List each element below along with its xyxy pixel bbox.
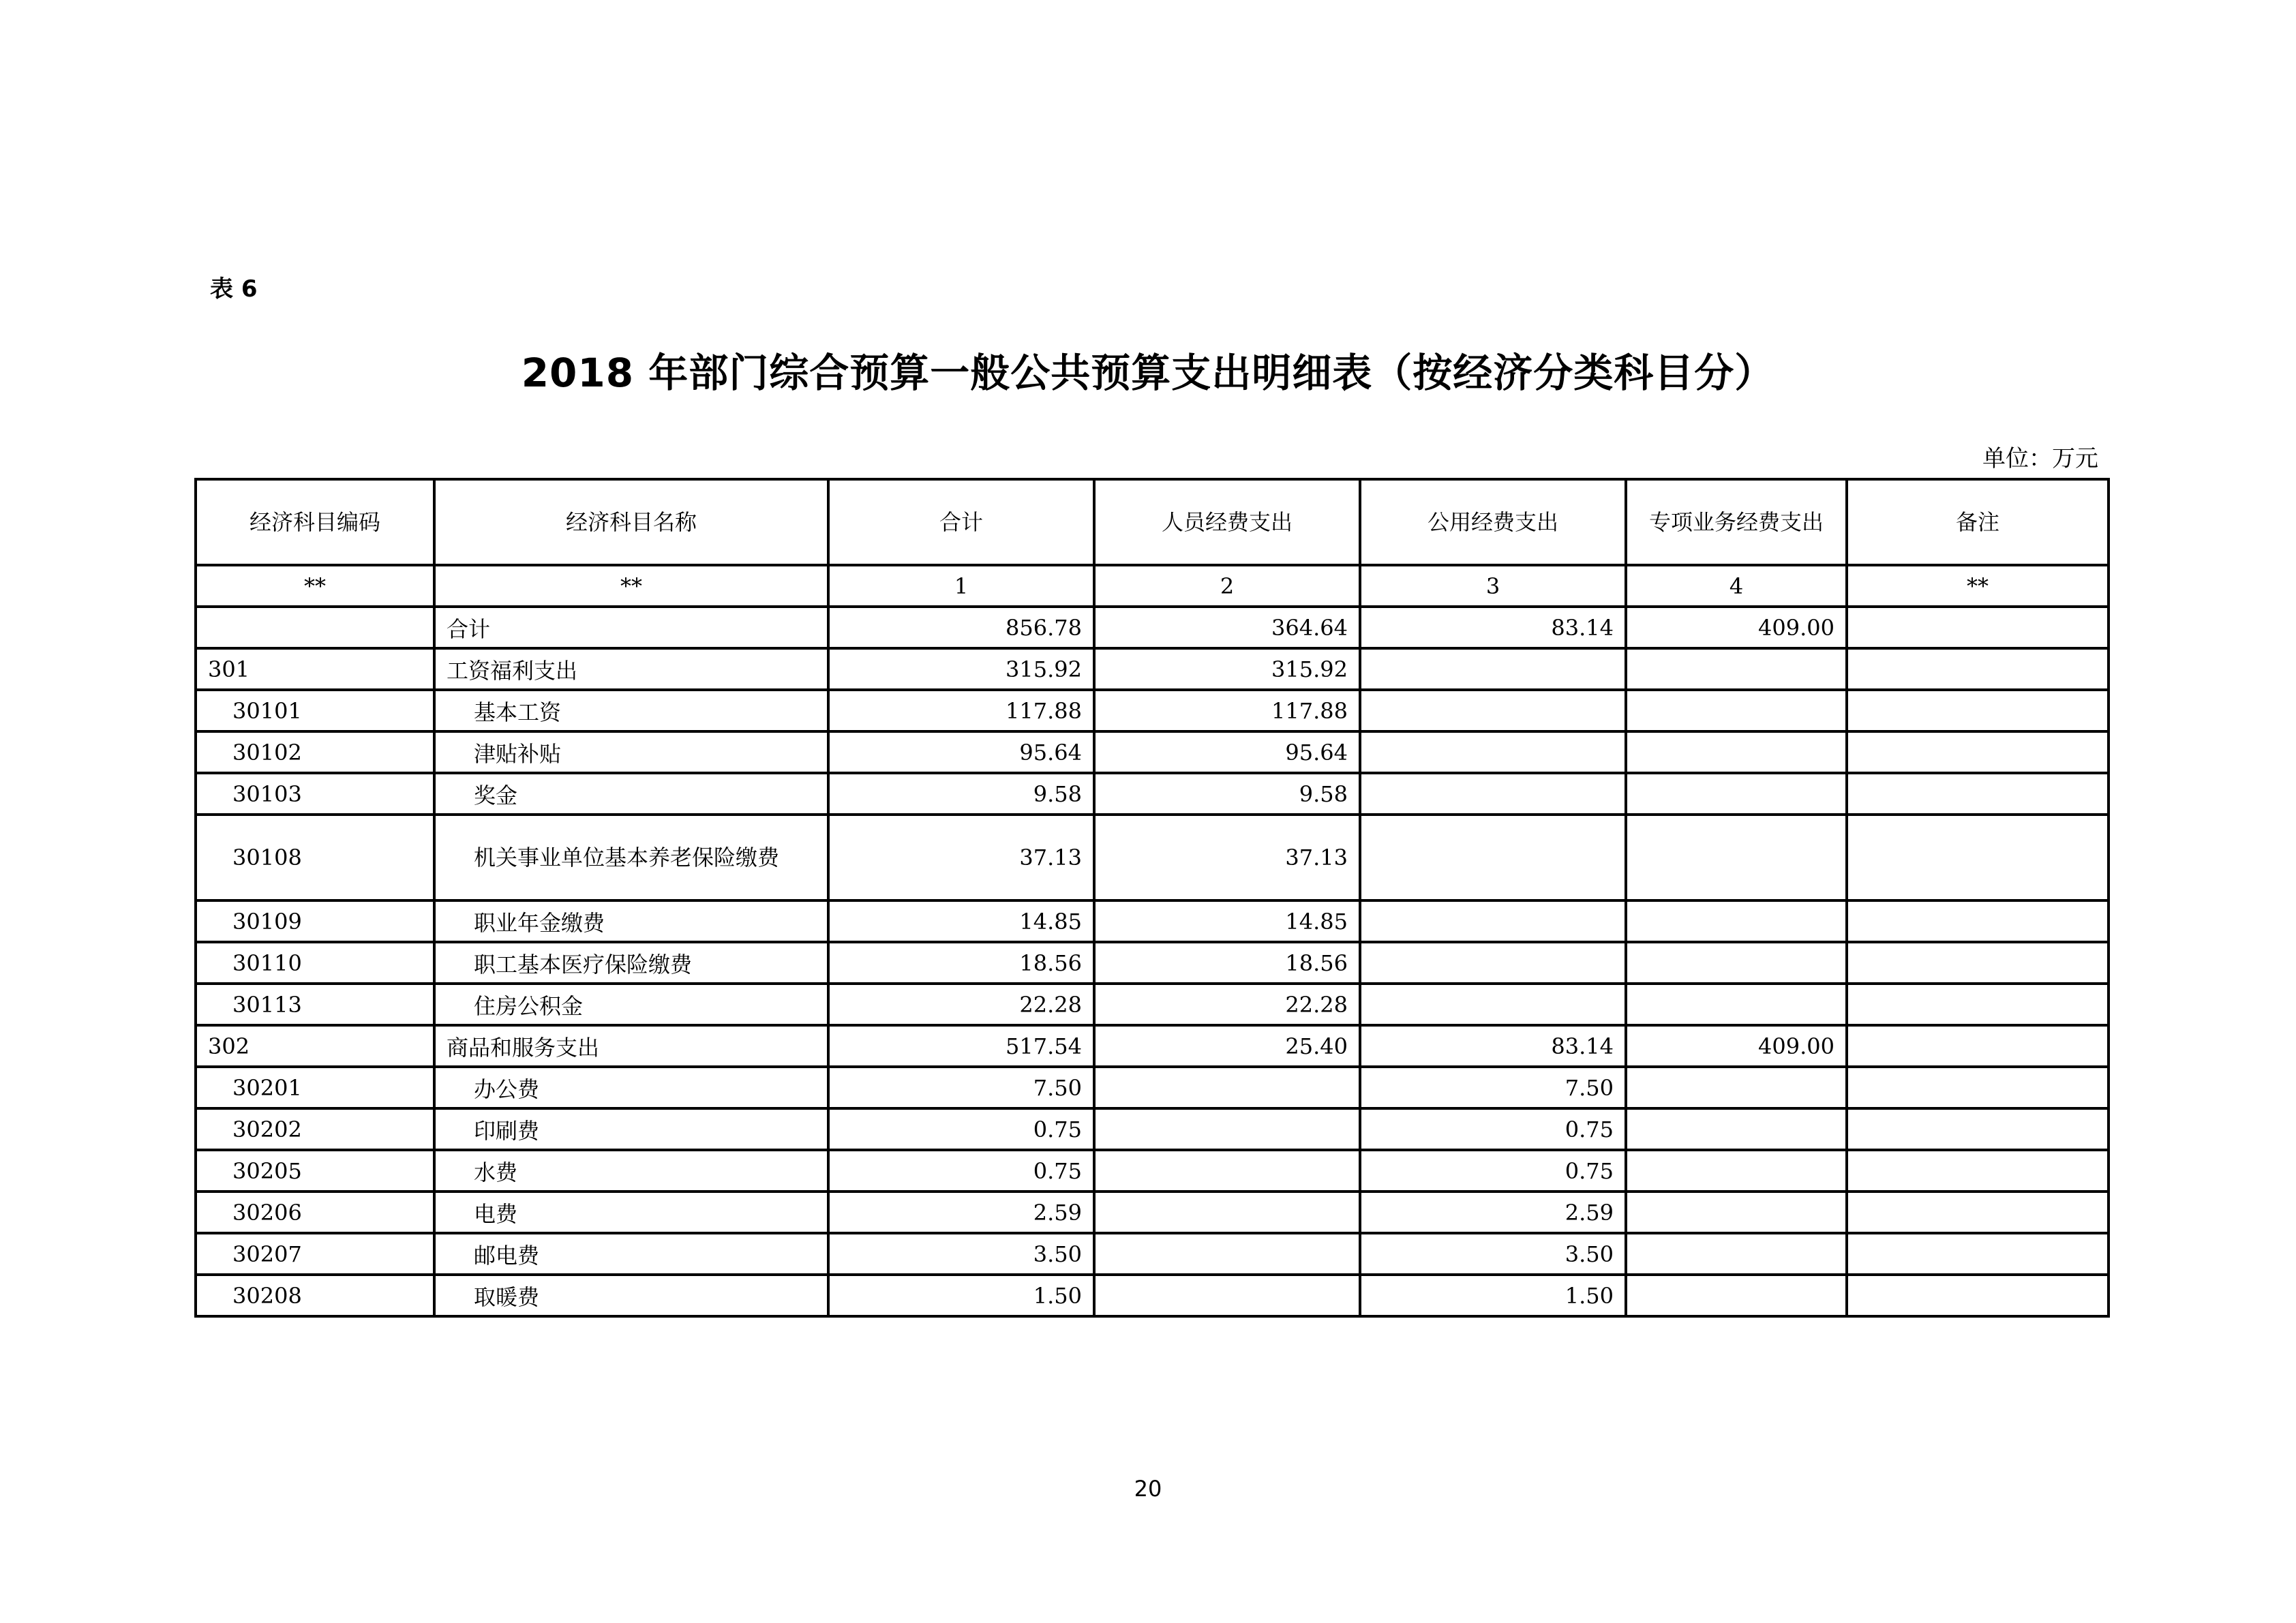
- table-row: [196, 942, 2109, 984]
- table-row: [196, 1233, 2109, 1275]
- table-row: [196, 1025, 2109, 1067]
- header-name: 经济科目名称: [434, 479, 828, 565]
- public-cell: [1360, 900, 1626, 942]
- public-cell: [1360, 942, 1626, 984]
- code-cell: 302: [196, 1025, 434, 1067]
- budget-table: [194, 478, 2110, 1318]
- code-cell: 30103: [196, 773, 434, 815]
- table-label: 表 6: [210, 275, 258, 303]
- name-cell: 住房公积金: [434, 984, 828, 1025]
- personnel-cell: [1094, 1233, 1360, 1275]
- index-cell: 1: [828, 565, 1094, 607]
- name-cell: 邮电费: [434, 1233, 828, 1275]
- code-cell: [196, 607, 434, 648]
- table-row: [196, 984, 2109, 1025]
- special-cell: [1626, 984, 1847, 1025]
- note-cell: [1847, 942, 2109, 984]
- total-cell: 18.56: [828, 942, 1094, 984]
- note-cell: [1847, 731, 2109, 773]
- name-cell: 电费: [434, 1192, 828, 1233]
- total-cell: 9.58: [828, 773, 1094, 815]
- index-cell: 4: [1626, 565, 1847, 607]
- name-cell: 职业年金缴费: [434, 900, 828, 942]
- note-cell: [1847, 1275, 2109, 1316]
- code-cell: 301: [196, 648, 434, 690]
- special-cell: [1626, 648, 1847, 690]
- index-cell: **: [196, 565, 434, 607]
- note-cell: [1847, 1150, 2109, 1192]
- public-cell: [1360, 815, 1626, 900]
- public-cell: 0.75: [1360, 1150, 1626, 1192]
- personnel-cell: [1094, 1192, 1360, 1233]
- special-cell: [1626, 942, 1847, 984]
- personnel-cell: 9.58: [1094, 773, 1360, 815]
- special-cell: [1626, 690, 1847, 731]
- table-row: [196, 1275, 2109, 1316]
- personnel-cell: [1094, 1067, 1360, 1108]
- page-number: 20: [1134, 1476, 1162, 1502]
- special-cell: [1626, 1275, 1847, 1316]
- table-row: [196, 648, 2109, 690]
- personnel-cell: 14.85: [1094, 900, 1360, 942]
- code-cell: 30110: [196, 942, 434, 984]
- code-cell: 30201: [196, 1067, 434, 1108]
- total-cell: 7.50: [828, 1067, 1094, 1108]
- public-cell: 1.50: [1360, 1275, 1626, 1316]
- name-cell: 办公费: [434, 1067, 828, 1108]
- header-special: 专项业务经费支出: [1626, 479, 1847, 565]
- personnel-cell: 364.64: [1094, 607, 1360, 648]
- index-cell: **: [1847, 565, 2109, 607]
- public-cell: 7.50: [1360, 1067, 1626, 1108]
- name-cell: 津贴补贴: [434, 731, 828, 773]
- special-cell: [1626, 1233, 1847, 1275]
- special-cell: 409.00: [1626, 607, 1847, 648]
- personnel-cell: 37.13: [1094, 815, 1360, 900]
- total-cell: 14.85: [828, 900, 1094, 942]
- code-cell: 30202: [196, 1108, 434, 1150]
- personnel-cell: 315.92: [1094, 648, 1360, 690]
- table-row: [196, 731, 2109, 773]
- special-cell: [1626, 1108, 1847, 1150]
- total-cell: 517.54: [828, 1025, 1094, 1067]
- note-cell: [1847, 1067, 2109, 1108]
- table-row: [196, 1192, 2109, 1233]
- name-cell: 合计: [434, 607, 828, 648]
- total-cell: 2.59: [828, 1192, 1094, 1233]
- personnel-cell: [1094, 1275, 1360, 1316]
- note-cell: [1847, 900, 2109, 942]
- table-row: [196, 1150, 2109, 1192]
- table-row: [196, 900, 2109, 942]
- note-cell: [1847, 690, 2109, 731]
- public-cell: 2.59: [1360, 1192, 1626, 1233]
- personnel-cell: 22.28: [1094, 984, 1360, 1025]
- header-row: [196, 479, 2109, 565]
- name-cell: 奖金: [434, 773, 828, 815]
- public-cell: [1360, 731, 1626, 773]
- index-cell: **: [434, 565, 828, 607]
- note-cell: [1847, 1025, 2109, 1067]
- table-row: [196, 773, 2109, 815]
- name-cell: 工资福利支出: [434, 648, 828, 690]
- total-cell: 315.92: [828, 648, 1094, 690]
- page-title: 2018 年部门综合预算一般公共预算支出明细表（按经济分类科目分）: [521, 350, 1775, 396]
- total-cell: 856.78: [828, 607, 1094, 648]
- special-cell: [1626, 900, 1847, 942]
- note-cell: [1847, 1108, 2109, 1150]
- index-cell: 3: [1360, 565, 1626, 607]
- total-cell: 0.75: [828, 1150, 1094, 1192]
- public-cell: [1360, 984, 1626, 1025]
- code-cell: 30102: [196, 731, 434, 773]
- note-cell: [1847, 1233, 2109, 1275]
- index-cell: 2: [1094, 565, 1360, 607]
- public-cell: [1360, 648, 1626, 690]
- total-cell: 117.88: [828, 690, 1094, 731]
- index-row: [196, 565, 2109, 607]
- table-row: [196, 815, 2109, 900]
- special-cell: [1626, 1067, 1847, 1108]
- code-cell: 30101: [196, 690, 434, 731]
- personnel-cell: 117.88: [1094, 690, 1360, 731]
- special-cell: [1626, 1150, 1847, 1192]
- special-cell: 409.00: [1626, 1025, 1847, 1067]
- code-cell: 30207: [196, 1233, 434, 1275]
- note-cell: [1847, 1192, 2109, 1233]
- total-cell: 95.64: [828, 731, 1094, 773]
- personnel-cell: [1094, 1108, 1360, 1150]
- total-cell: 1.50: [828, 1275, 1094, 1316]
- code-cell: 30206: [196, 1192, 434, 1233]
- special-cell: [1626, 815, 1847, 900]
- note-cell: [1847, 607, 2109, 648]
- unit-label: 单位：万元: [1982, 445, 2098, 472]
- public-cell: 0.75: [1360, 1108, 1626, 1150]
- personnel-cell: 18.56: [1094, 942, 1360, 984]
- note-cell: [1847, 815, 2109, 900]
- personnel-cell: [1094, 1150, 1360, 1192]
- header-public: 公用经费支出: [1360, 479, 1626, 565]
- header-personnel: 人员经费支出: [1094, 479, 1360, 565]
- special-cell: [1626, 773, 1847, 815]
- header-code: 经济科目编码: [196, 479, 434, 565]
- total-cell: 0.75: [828, 1108, 1094, 1150]
- header-note: 备注: [1847, 479, 2109, 565]
- personnel-cell: 25.40: [1094, 1025, 1360, 1067]
- public-cell: 83.14: [1360, 1025, 1626, 1067]
- public-cell: 3.50: [1360, 1233, 1626, 1275]
- table-row: [196, 607, 2109, 648]
- personnel-cell: 95.64: [1094, 731, 1360, 773]
- note-cell: [1847, 984, 2109, 1025]
- total-cell: 37.13: [828, 815, 1094, 900]
- name-cell: 印刷费: [434, 1108, 828, 1150]
- public-cell: [1360, 690, 1626, 731]
- total-cell: 3.50: [828, 1233, 1094, 1275]
- special-cell: [1626, 731, 1847, 773]
- name-cell: 职工基本医疗保险缴费: [434, 942, 828, 984]
- note-cell: [1847, 773, 2109, 815]
- special-cell: [1626, 1192, 1847, 1233]
- total-cell: 22.28: [828, 984, 1094, 1025]
- table-row: [196, 690, 2109, 731]
- code-cell: 30109: [196, 900, 434, 942]
- public-cell: [1360, 773, 1626, 815]
- table-row: [196, 1108, 2109, 1150]
- header-total: 合计: [828, 479, 1094, 565]
- code-cell: 30205: [196, 1150, 434, 1192]
- code-cell: 30108: [196, 815, 434, 900]
- code-cell: 30113: [196, 984, 434, 1025]
- name-cell: 水费: [434, 1150, 828, 1192]
- name-cell: 机关事业单位基本养老保险缴费: [434, 815, 828, 900]
- name-cell: 基本工资: [434, 690, 828, 731]
- public-cell: 83.14: [1360, 607, 1626, 648]
- note-cell: [1847, 648, 2109, 690]
- name-cell: 商品和服务支出: [434, 1025, 828, 1067]
- table-row: [196, 1067, 2109, 1108]
- code-cell: 30208: [196, 1275, 434, 1316]
- name-cell: 取暖费: [434, 1275, 828, 1316]
